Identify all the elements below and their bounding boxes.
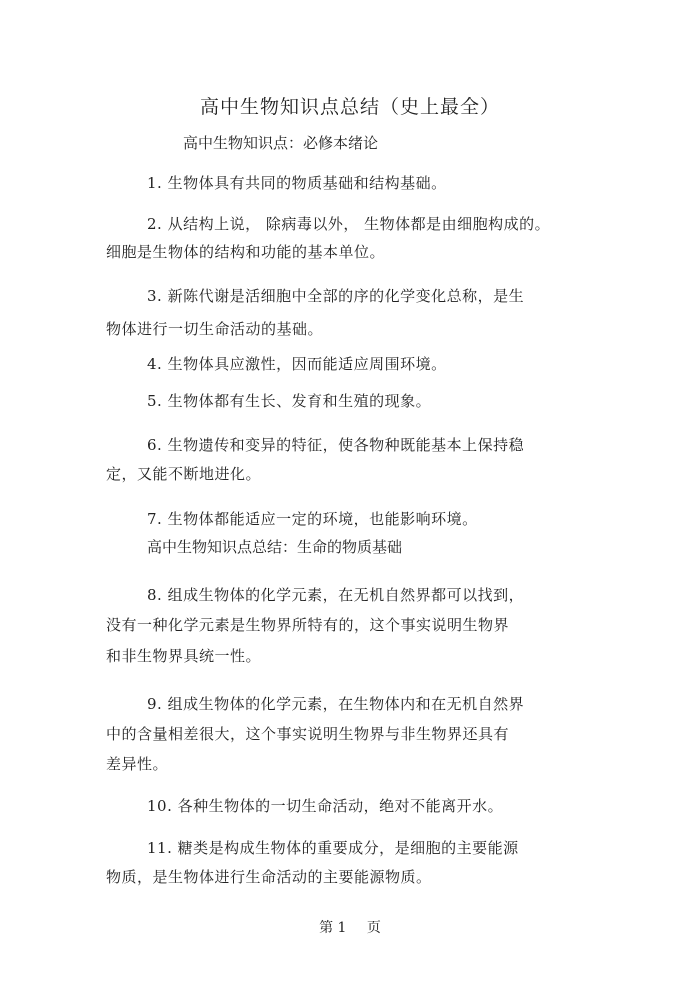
item-10-line-1: 10. 各种生物体的一切生命活动，绝对不能离开水。 (147, 797, 504, 815)
item-5-line-1: 5. 生物体都有生长、发育和生殖的现象。 (147, 392, 432, 410)
item-8-line-2: 没有一种化学元素是生物界所特有的，这个事实说明生物界 (106, 616, 510, 634)
page-suffix: 页 (366, 920, 381, 936)
page-footer (0, 917, 700, 937)
item-7-line-1: 7. 生物体都能适应一定的环境，也能影响环境。 (147, 510, 478, 528)
section-heading-matter: 高中生物知识点总结：生命的物质基础 (147, 538, 403, 556)
item-9-line-1: 9. 组成生物体的化学元素，在生物体内和在无机自然界 (147, 695, 525, 713)
item-8-line-3: 和非生物界具统一性。 (106, 647, 262, 665)
item-11-line-1: 11. 糖类是构成生物体的重要成分，是细胞的主要能源 (147, 839, 519, 857)
item-2-line-2: 细胞是生物体的结构和功能的基本单位。 (106, 243, 386, 261)
item-9-line-2: 中的含量相差很大，这个事实说明生物界与非生物界还具有 (106, 725, 510, 743)
item-8-line-1: 8. 组成生物体的化学元素，在无机自然界都可以找到， (147, 586, 525, 604)
item-9-line-3: 差异性。 (106, 755, 169, 773)
item-3-line-2: 物体进行一切生命活动的基础。 (106, 320, 324, 338)
item-2-line-1: 2. 从结构上说， 除病毒以外， 生物体都是由细胞构成的。 (147, 215, 551, 233)
item-6-line-1: 6. 生物遗传和变异的特征，使各物种既能基本上保持稳 (147, 436, 525, 454)
item-4-line-1: 4. 生物体具应激性，因而能适应周围环境。 (147, 355, 447, 373)
item-1-line-1: 1. 生物体具有共同的物质基础和结构基础。 (147, 174, 447, 192)
page-title: 高中生物知识点总结（史上最全） (199, 96, 500, 118)
item-6-line-2: 定，又能不断地进化。 (106, 465, 262, 483)
page-number: 第 1 (319, 920, 347, 936)
item-11-line-2: 物质，是生物体进行生命活动的主要能源物质。 (106, 868, 432, 886)
item-3-line-1: 3. 新陈代谢是活细胞中全部的序的化学变化总称，是生 (147, 287, 525, 305)
section-heading-intro: 高中生物知识点：必修本绪论 (183, 134, 379, 152)
